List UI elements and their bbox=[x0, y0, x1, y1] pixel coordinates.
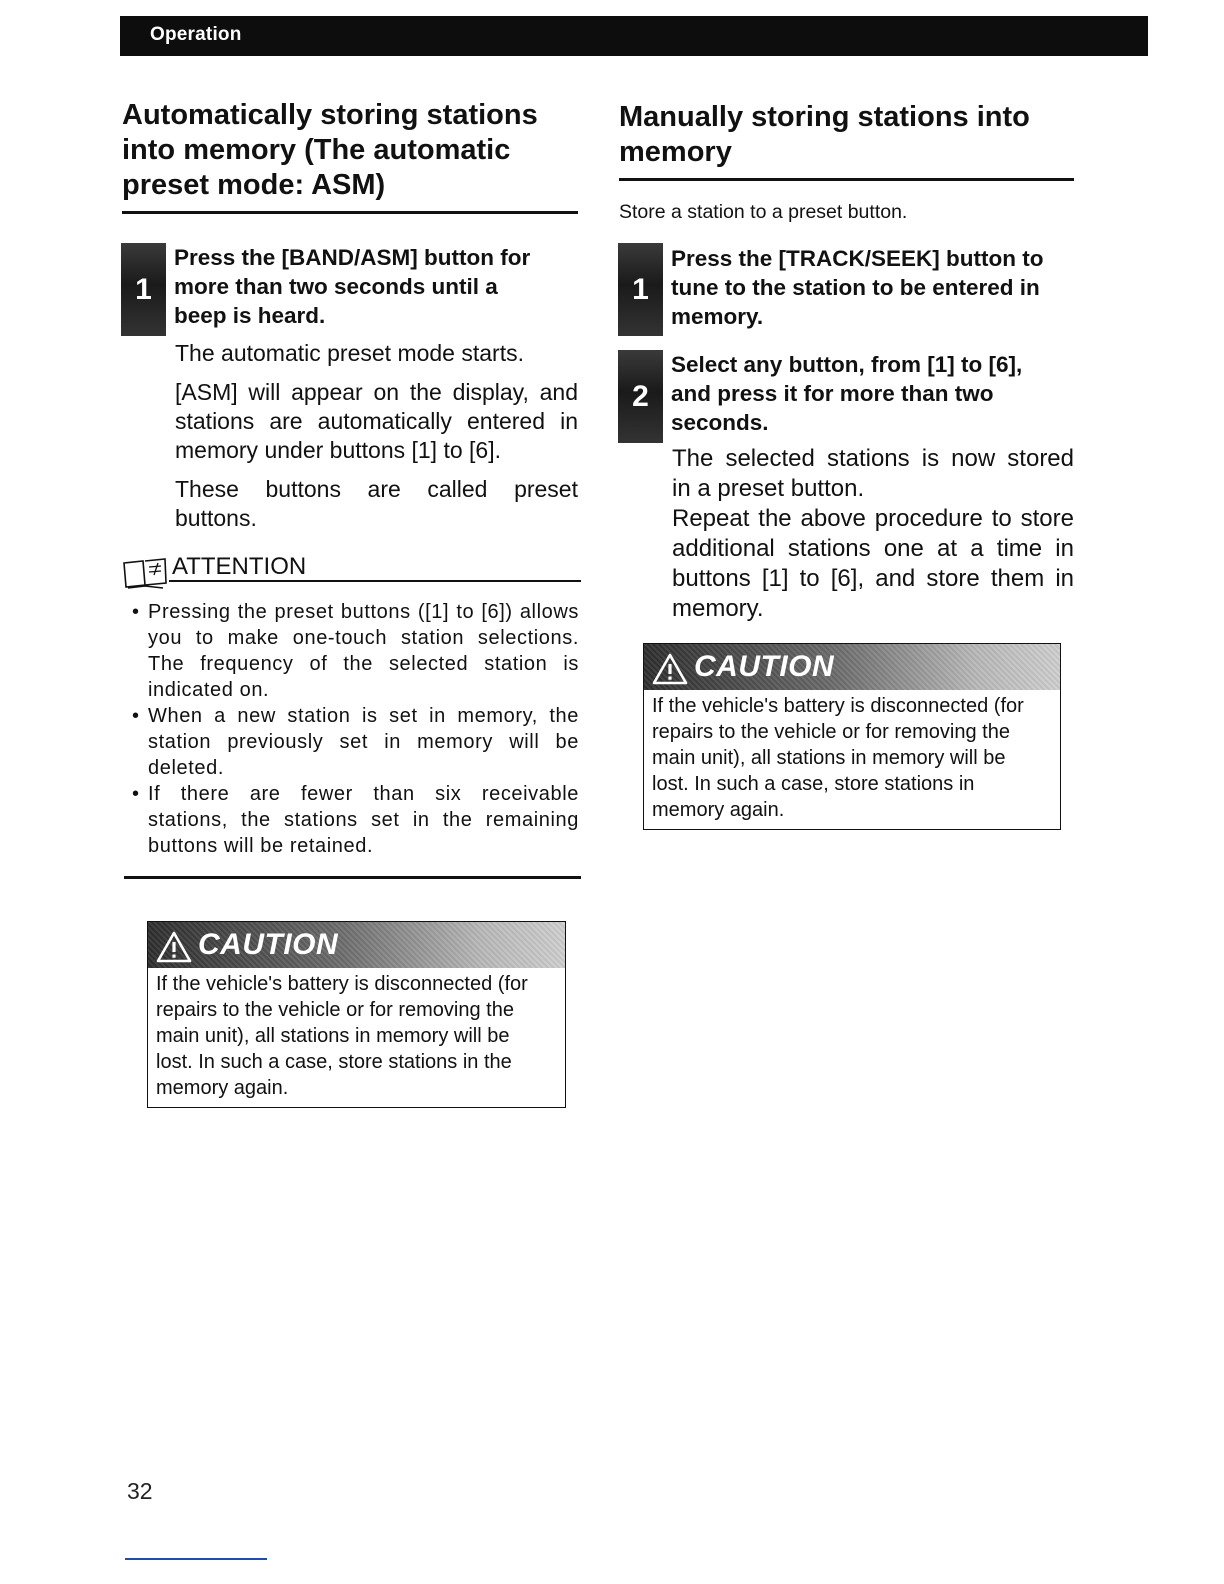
attention-item-text: If there are fewer than six receivable stations, the stations set in the remaining buttons will be retained. bbox=[148, 783, 579, 857]
para-line: buttons. bbox=[175, 505, 257, 531]
bullet-icon: • bbox=[132, 601, 140, 623]
step-line: Press the [TRACK/SEEK] button to bbox=[671, 246, 1044, 271]
caution-text bbox=[148, 968, 565, 1107]
para-line: stations are automatically entered in bbox=[175, 408, 578, 434]
left-step-1-number bbox=[121, 243, 166, 336]
caution-title: CAUTION bbox=[198, 928, 339, 961]
para-line: additional stations one at a time in bbox=[672, 535, 1074, 562]
caution-line: If the vehicle's battery is disconnected (for bbox=[156, 973, 528, 995]
step-number-text: 1 bbox=[135, 272, 152, 306]
step-line: tune to the station to be entered in bbox=[671, 275, 1040, 300]
left-caution-box bbox=[147, 921, 566, 1108]
para-line: memory. bbox=[672, 595, 764, 622]
caution-line: repairs to the vehicle or for removing the bbox=[652, 721, 1010, 743]
caution-header bbox=[644, 644, 1060, 690]
caution-line: lost. In such a case, store stations in the bbox=[156, 1051, 512, 1073]
right-intro: Store a station to a preset button. bbox=[619, 201, 908, 223]
para-line: in a preset button. bbox=[672, 475, 865, 502]
left-para-3 bbox=[175, 475, 578, 533]
attention-item bbox=[126, 781, 579, 859]
caution-line: If the vehicle's battery is disconnected (for bbox=[652, 695, 1024, 717]
caution-text bbox=[644, 690, 1060, 829]
bullet-icon: • bbox=[132, 783, 140, 805]
step-line: and press it for more than two bbox=[671, 381, 994, 406]
attention-header bbox=[121, 553, 581, 589]
left-title-line: into memory (The automatic bbox=[122, 134, 511, 166]
caution-line: memory again. bbox=[156, 1077, 289, 1099]
warning-icon bbox=[652, 653, 688, 685]
attention-item-text: Pressing the preset buttons ([1] to [6]) allows you to make one-touch station selections. The frequency of the selected station is indicated on. bbox=[148, 601, 579, 701]
right-title-line: memory bbox=[619, 136, 732, 168]
step-line: memory. bbox=[671, 304, 764, 329]
right-title-line: Manually storing stations into bbox=[619, 101, 1030, 133]
open-book-icon bbox=[121, 557, 169, 589]
caution-title: CAUTION bbox=[694, 650, 835, 683]
attention-title: ATTENTION bbox=[172, 553, 307, 580]
left-para-1: The automatic preset mode starts. bbox=[175, 340, 524, 366]
step-line: Select any button, from [1] to [6], bbox=[671, 352, 1023, 377]
right-section-title bbox=[619, 100, 1079, 170]
right-caution-box bbox=[643, 643, 1061, 830]
left-title-line: preset mode: ASM) bbox=[122, 169, 386, 201]
para-line: memory under buttons [1] to [6]. bbox=[175, 437, 501, 463]
caution-line: main unit), all stations in memory will be bbox=[652, 747, 1006, 769]
attention-end-rule bbox=[124, 876, 581, 879]
right-step-2-number bbox=[618, 350, 663, 443]
section-header-label: Operation bbox=[150, 24, 242, 45]
attention-rule bbox=[169, 580, 581, 582]
right-title-rule bbox=[619, 178, 1074, 181]
para-line: These buttons are called preset bbox=[175, 476, 578, 502]
step-number-text: 1 bbox=[632, 272, 649, 306]
para-line: Repeat the above procedure to store bbox=[672, 505, 1074, 532]
para-line: buttons [1] to [6], and store them in bbox=[672, 565, 1074, 592]
attention-item bbox=[126, 599, 579, 703]
left-section-title bbox=[122, 98, 582, 203]
right-step-1-text bbox=[671, 244, 1081, 331]
step-line: seconds. bbox=[671, 410, 769, 435]
right-para bbox=[672, 444, 1074, 624]
caution-line: repairs to the vehicle or for removing the bbox=[156, 999, 514, 1021]
caution-line: memory again. bbox=[652, 799, 785, 821]
page-number: 32 bbox=[127, 1478, 153, 1504]
para-line: [ASM] will appear on the display, and bbox=[175, 379, 578, 405]
para-line: The selected stations is now stored bbox=[672, 445, 1074, 472]
step-line: Press the [BAND/ASM] button for bbox=[174, 245, 531, 270]
right-step-2-text bbox=[671, 350, 1081, 437]
left-step-1-text bbox=[174, 243, 584, 330]
caution-line: main unit), all stations in memory will be bbox=[156, 1025, 510, 1047]
section-header-bar bbox=[120, 16, 1148, 56]
caution-header bbox=[148, 922, 565, 968]
step-line: beep is heard. bbox=[174, 303, 326, 328]
warning-icon bbox=[156, 931, 192, 963]
left-title-line: Automatically storing stations bbox=[122, 99, 538, 131]
attention-item-text: When a new station is set in memory, the station previously set in memory will be deleted. bbox=[148, 705, 579, 779]
footer-rule bbox=[125, 1558, 267, 1560]
left-title-rule bbox=[122, 211, 578, 214]
left-para-2 bbox=[175, 378, 578, 465]
step-number-text: 2 bbox=[632, 379, 649, 413]
caution-line: lost. In such a case, store stations in bbox=[652, 773, 975, 795]
step-line: more than two seconds until a bbox=[174, 274, 498, 299]
attention-item bbox=[126, 703, 579, 781]
bullet-icon: • bbox=[132, 705, 140, 727]
right-step-1-number bbox=[618, 243, 663, 336]
attention-list bbox=[126, 599, 579, 859]
